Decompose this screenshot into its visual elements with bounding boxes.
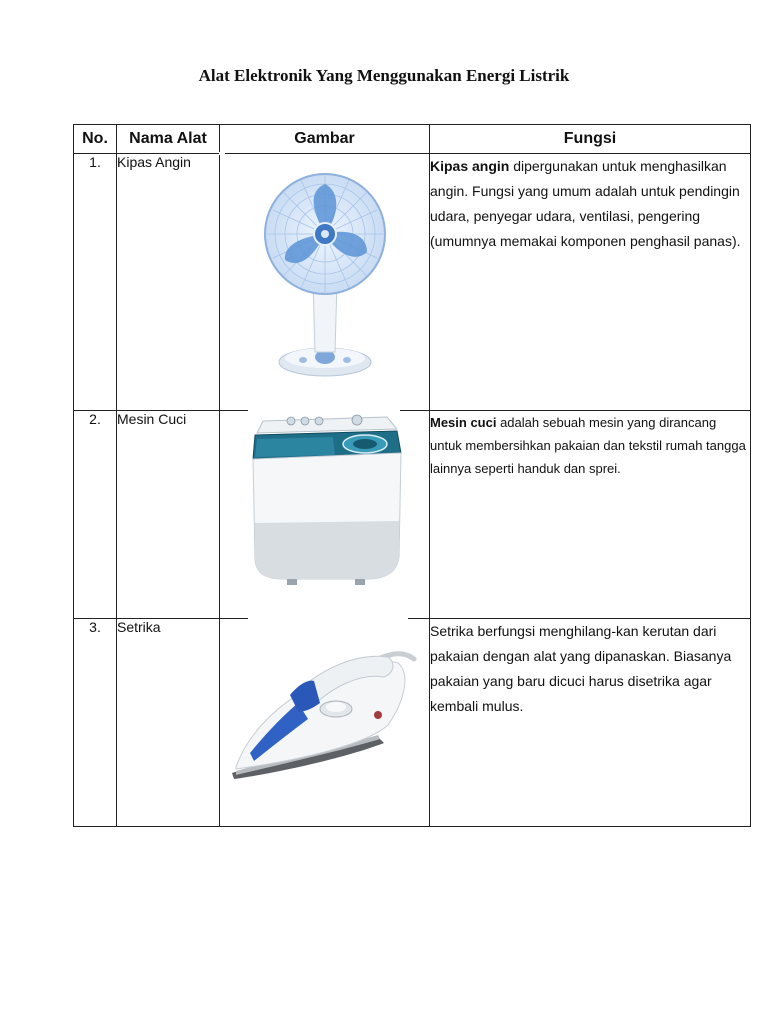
function-description	[430, 411, 750, 480]
header-no: No.	[74, 125, 117, 154]
row-image-cell	[220, 411, 430, 619]
header-fungsi: Fungsi	[430, 125, 751, 154]
function-text: dipergunakan untuk menghasilkan angin. Fungsi yang umum adalah untuk pendingin udara, penyegar udara, ventilasi, pengering (umumnya memakai komponen penghasil panas).	[430, 158, 741, 249]
table-row	[74, 619, 751, 827]
table-row	[74, 411, 751, 619]
function-description	[430, 154, 750, 254]
row-name: Mesin Cuci	[117, 411, 220, 619]
row-function	[430, 411, 751, 619]
header-gambar: Gambar	[220, 125, 430, 154]
row-name: Kipas Angin	[117, 154, 220, 411]
function-keyword: Mesin cuci	[430, 415, 497, 430]
function-text: adalah sebuah mesin yang dirancang untuk membersihkan pakaian dan tekstil rumah tangga lainnya seperti handuk dan sprei.	[430, 415, 746, 476]
appliance-table	[73, 124, 751, 827]
row-number: 3.	[74, 619, 117, 827]
row-function	[430, 619, 751, 827]
row-image-cell	[220, 619, 430, 827]
row-number: 1.	[74, 154, 117, 411]
function-keyword: Kipas angin	[430, 158, 510, 174]
table-row	[74, 154, 751, 411]
row-function	[430, 154, 751, 411]
header-nama-alat: Nama Alat	[117, 125, 220, 154]
header-row	[74, 125, 751, 154]
row-number: 2.	[74, 411, 117, 619]
function-description: Setrika berfungsi menghilang-kan kerutan dari pakaian dengan alat yang dipanaskan. Biasanya pakaian yang baru dicuci harus disetrika agar kembali mulus.	[430, 623, 732, 714]
clothes-iron-icon	[228, 633, 418, 783]
row-image-cell	[220, 154, 430, 411]
row-name: Setrika	[117, 619, 220, 827]
document-title: Alat Elektronik Yang Menggunakan Energi Listrik	[198, 66, 570, 85]
washing-machine-icon	[247, 407, 403, 603]
electric-fan-icon	[255, 172, 395, 387]
